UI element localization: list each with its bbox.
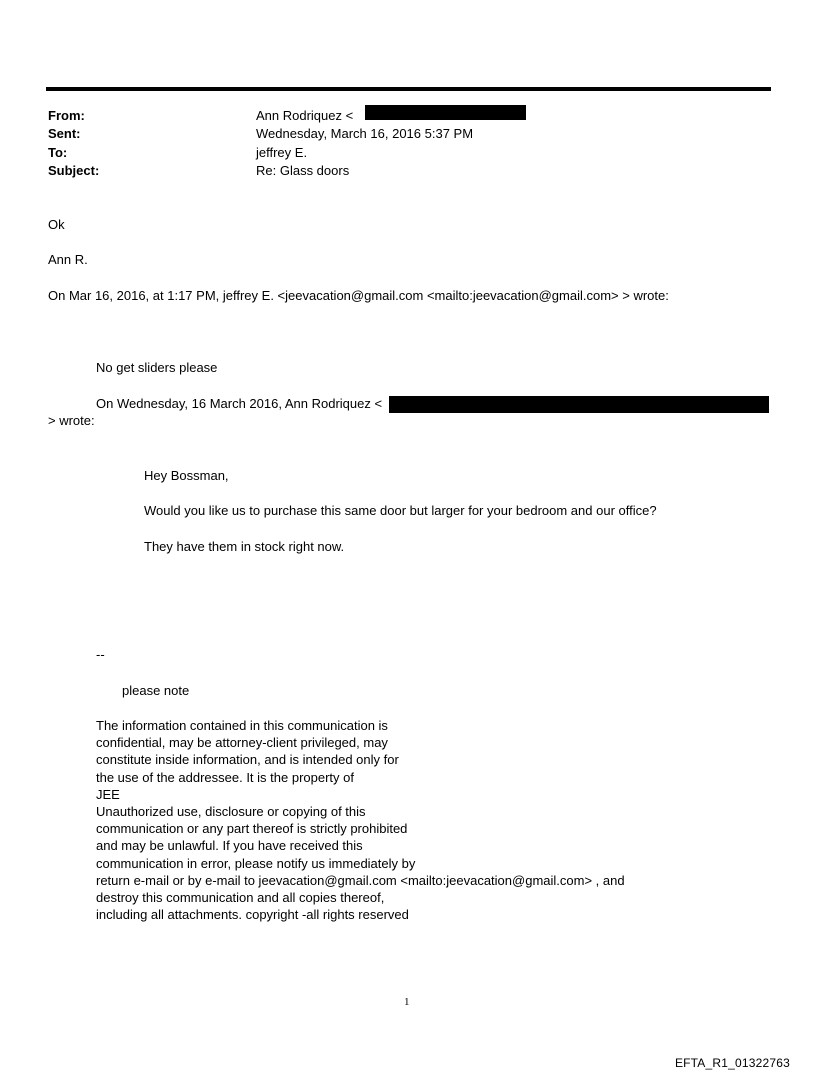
inner-quote-intro: On Wednesday, 16 March 2016, Ann Rodriquez < bbox=[96, 396, 383, 411]
disclaimer-line: the use of the addressee. It is the property of bbox=[96, 769, 354, 785]
jeffrey-reply: No get sliders please bbox=[96, 360, 218, 375]
disclaimer-line: communication or any part thereof is strictly prohibited bbox=[96, 821, 408, 837]
disclaimer-line: The information contained in this communication is bbox=[96, 718, 388, 733]
question-text: Would you like us to purchase this same door but larger for your bedroom and our office? bbox=[144, 503, 657, 518]
disclaimer-line: JEE bbox=[96, 786, 120, 802]
disclaimer-line: confidential, may be attorney-client privileged, may bbox=[96, 735, 388, 751]
page-number: 1 bbox=[404, 996, 410, 1008]
from-value: Ann Rodriquez < bbox=[256, 108, 354, 123]
please-note: please note bbox=[122, 683, 190, 698]
stock-note-text: They have them in stock right now. bbox=[144, 539, 345, 554]
from-label: From: bbox=[48, 108, 85, 123]
redaction-bar bbox=[389, 396, 769, 413]
disclaimer-line: communication in error, please notify us immediately by bbox=[96, 855, 416, 871]
bates-number: EFTA_R1_01322763 bbox=[674, 1056, 790, 1070]
redaction-bar bbox=[365, 105, 526, 120]
header-rule bbox=[46, 87, 771, 91]
signature-text: Ann R. bbox=[48, 252, 88, 267]
signature-separator: -- bbox=[96, 647, 105, 662]
disclaimer-line: return e-mail or by e-mail to jeevacation@gmail.com <mailto:jeevacation@gmail.com> , and bbox=[96, 872, 625, 888]
subject-label: Subject: bbox=[48, 163, 100, 178]
sent-value: Wednesday, March 16, 2016 5:37 PM bbox=[256, 126, 474, 141]
disclaimer-block bbox=[96, 717, 625, 923]
subject-value: Re: Glass doors bbox=[256, 163, 350, 178]
disclaimer-line: destroy this communication and all copies thereof, bbox=[96, 889, 385, 905]
quote-intro: On Mar 16, 2016, at 1:17 PM, jeffrey E. <jeevacation@gmail.com <mailto:jeevacation@gmail.com> > wrote: bbox=[48, 288, 669, 303]
to-value: jeffrey E. bbox=[256, 145, 308, 160]
disclaimer-line: Unauthorized use, disclosure or copying of this bbox=[96, 803, 366, 819]
disclaimer-line: including all attachments. copyright -all rights reserved bbox=[96, 907, 409, 923]
greeting-text: Hey Bossman, bbox=[144, 468, 229, 483]
to-label: To: bbox=[48, 145, 68, 160]
inner-quote-wrote: > wrote: bbox=[48, 413, 95, 428]
reply-text: Ok bbox=[48, 217, 65, 232]
disclaimer-line: and may be unlawful. If you have received this bbox=[96, 838, 363, 854]
sent-label: Sent: bbox=[48, 126, 81, 141]
disclaimer-line: constitute inside information, and is intended only for bbox=[96, 752, 399, 768]
